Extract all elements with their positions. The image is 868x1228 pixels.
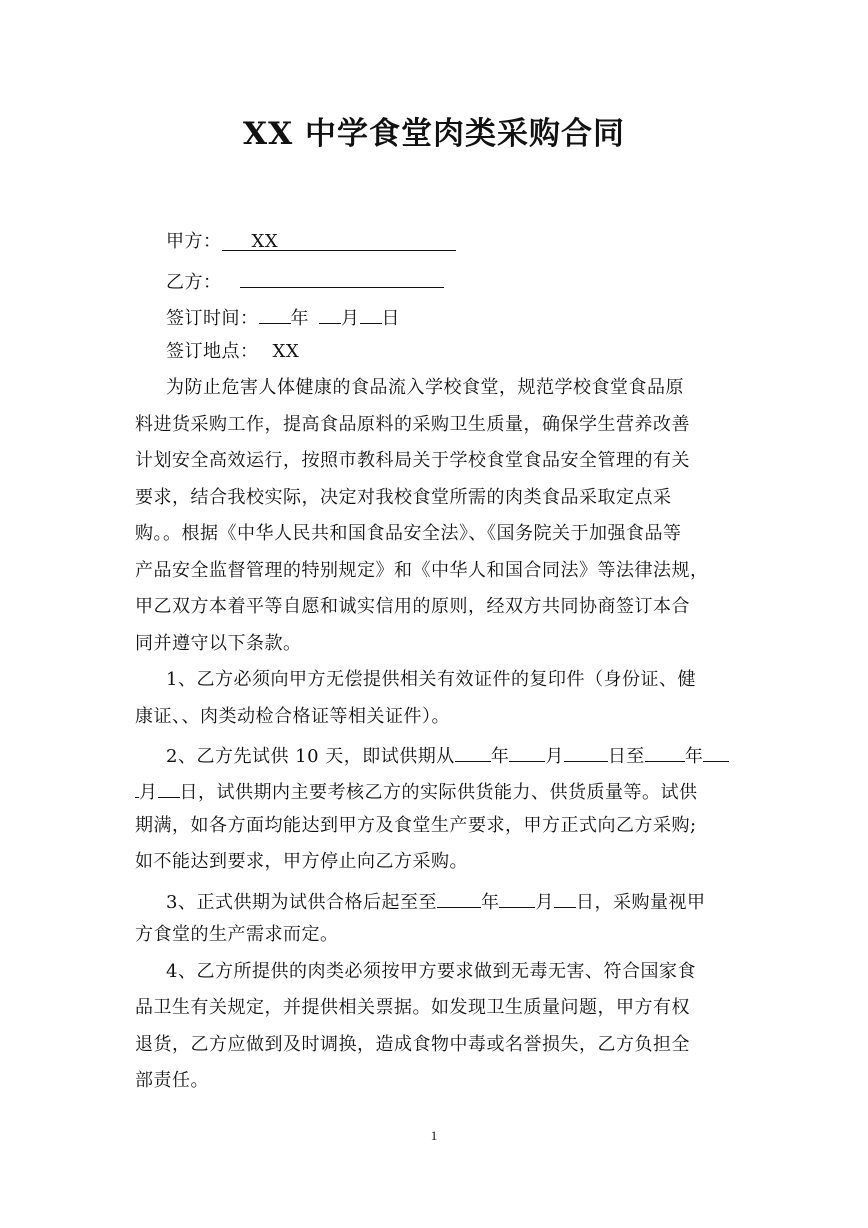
party-a-line: [166, 230, 456, 254]
page-number: 1: [430, 1128, 438, 1143]
sign-place-label: 签订地点：: [166, 341, 259, 362]
document-title: XX 中学食堂肉类采购合同: [243, 116, 625, 152]
clause-4-line-2: 品卫生有关规定，并提供相关票据。如发现卫生质量问题，甲方有权: [135, 997, 690, 1018]
party-b-line: [166, 267, 444, 295]
clause-3-line-2: 方食堂的生产需求而定。: [135, 924, 339, 945]
party-b-label: 乙方：: [166, 272, 222, 293]
party-a-value: XX: [251, 231, 279, 252]
clause-4-line-3: 退货，乙方应做到及时调换，造成食物中毒或名誉损失，乙方负担全: [135, 1034, 690, 1055]
sign-place-value: XX: [272, 341, 300, 362]
clause-2-line-1: 2、乙方先试供 10 天，即试供期从 年 月 日至 年: [166, 741, 729, 769]
clause-2-line-4: 如不能达到要求，甲方停止向乙方采购。: [135, 851, 468, 872]
para-1-line-6: 产品安全监督管理的特别规定》和《中华人和国合同法》等法律法规，: [135, 560, 709, 581]
para-1-line-5: 购。。根据《中华人民共和国食品安全法》、《国务院关于加强食品等: [135, 523, 682, 544]
party-b-field: [240, 267, 444, 288]
para-1-line-7: 甲乙双方本着平等自愿和诚实信用的原则，经双方共同协商签订本合: [135, 596, 690, 617]
clause-4-line-1: 4、乙方所提供的肉类必须按甲方要求做到无毒无害、符合国家食: [166, 961, 696, 982]
sign-time-label: 签订时间：: [166, 308, 259, 329]
clause-2-line-3: 期满，如各方面均能达到甲方及食堂生产要求，甲方正式向乙方采购;: [135, 815, 697, 836]
clause-4-line-4: 部责任。: [135, 1070, 209, 1091]
para-1-line-3: 计划安全高效运行，按照市教科局关于学校食堂食品安全管理的有关: [135, 450, 690, 471]
party-a-field: [222, 230, 456, 251]
para-1-line-2: 料进货采购工作，提高食品原料的采购卫生质量，确保学生营养改善: [135, 414, 690, 435]
sign-time-line: 签订时间： 年 月 日: [166, 303, 400, 331]
para-1-line-1: 为防止危害人体健康的食品流入学校食堂，规范学校食堂食品原: [166, 377, 684, 398]
para-1-line-8: 同并遵守以下条款。: [135, 633, 302, 654]
sign-place-line: [166, 340, 299, 364]
clause-3-line-1: 3、正式供期为试供合格后起至至 年 月 日，采购量视甲: [166, 887, 705, 915]
clause-1-line-1: 1、乙方必须向甲方无偿提供相关有效证件的复印件（身份证、健: [166, 669, 696, 690]
clause-2-line-2: 月 日，试供期内主要考核乙方的实际供货能力、供货质量等。试供: [135, 777, 698, 805]
para-1-line-4: 要求，结合我校实际，决定对我校食堂所需的肉类食品采取定点采: [135, 487, 672, 508]
clause-1-line-2: 康证、、肉类动检合格证等相关证件）。: [135, 706, 450, 727]
party-a-label: 甲方：: [166, 231, 222, 252]
